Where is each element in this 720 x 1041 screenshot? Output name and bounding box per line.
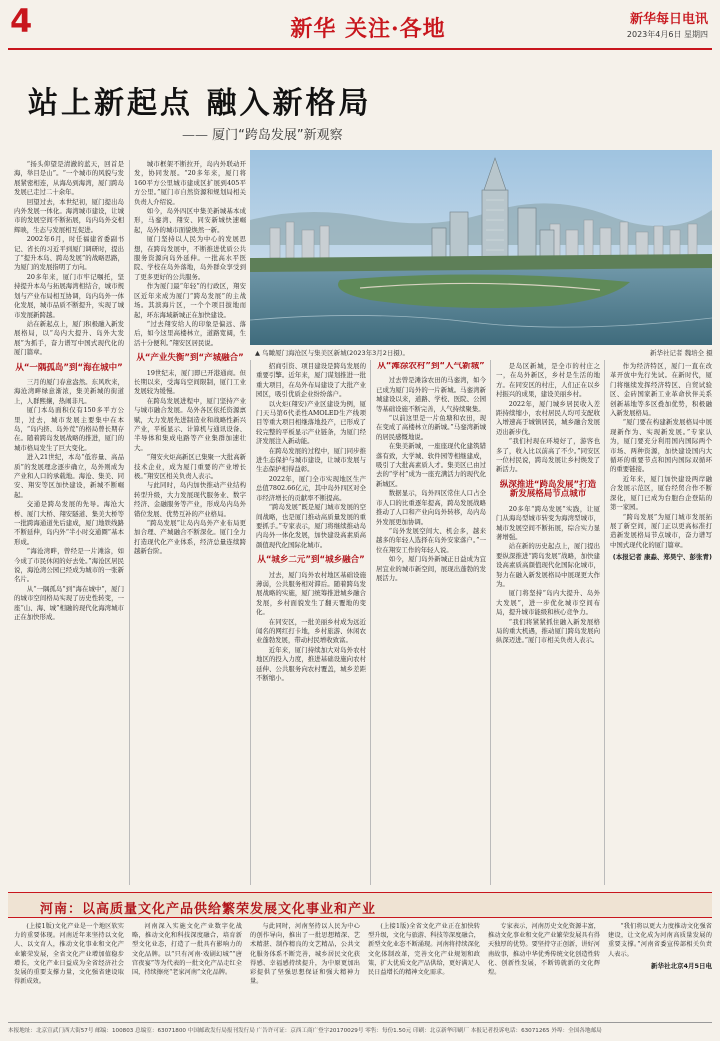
- paragraph: “翔安火炬高新区已集聚一大批高新技术企业，成为厦门重要的产业增长极。”翔安区相关负责人表示。: [134, 453, 246, 480]
- paragraph: 2002年6月，时任福建省委副书记、省长的习近平到厦门调研时，提出了“提升本岛、跨岛发展”的战略思路，为厦门的发展指明了方向。: [14, 235, 124, 272]
- paragraph: 从“一隅孤岛”到“海在城中”，厦门的城市空间格局实现了历史性转变，一座“山、海、城”相融的现代化海湾城市正在加快形成。: [14, 584, 124, 622]
- paragraph: 数据显示，岛外四区常住人口占全市人口的比重逐年提高，跨岛发展战略推动了人口和产业向岛外转移，岛内岛外发展更加协调。: [376, 489, 486, 526]
- subhead-dash: ——: [182, 128, 208, 143]
- paragraph: “岛外发展空间大、机会多，越来越多的年轻人选择在岛外安家落户。”一位在翔安工作的年轻人说。: [376, 526, 486, 554]
- paragraph: “扬头仰望是清澈的蓝天，回首是海，举目是山”。“一个城市的风貌与发展紧密相连，从海岛到海湾，厦门跨岛发展已走过二十余年。: [14, 160, 124, 197]
- paragraph: 站在新起点上，厦门积极融入新发展格局，以“岛内大提升、岛外大发展”为抓手，奋力谱写中国式现代化的厦门篇章。: [14, 319, 124, 357]
- subheadline: [182, 124, 343, 143]
- paragraph: 进入21世纪，本岛“低容量、高品质”的发展理念逐步确立，岛外则成为产业和人口的承载地。海沧、集美、同安、翔安等区加快建设，新城不断崛起。: [14, 453, 124, 499]
- paragraph: 过去，厦门岛外农村地区基础设施薄弱，公共服务相对滞后。随着跨岛发展战略的实施，厦门统筹推进城乡融合发展，乡村面貌发生了翻天覆地的变化。: [256, 570, 366, 617]
- paragraph: 站在新的历史起点上，厦门提出要纵深推进“跨岛发展”战略，加快建设高素质高颜值现代化国际化城市，努力在融入新发展格局中展现更大作为。: [496, 542, 600, 588]
- column-divider: [490, 360, 491, 885]
- paragraph: 厦门坚持以人民为中心的发展思想，在跨岛发展中，不断推进优质公共服务资源向岛外延伸。一批高水平医院、学校在岛外落地，岛外群众享受到了更多更好的公共服务。: [134, 235, 246, 281]
- paragraph: “厦门要在构建新发展格局中展现新作为、实现新发展。”专家认为，厦门要充分利用国内国际两个市场、两种资源，加快建设国内大循环的重要节点和国内国际双循环的重要链接。: [610, 418, 712, 474]
- issue-date: 2023年4月6日 星期四: [626, 30, 708, 39]
- paragraph: “我们将紧紧抓住融入新发展格局的重大机遇，推动厦门跨岛发展向纵深迈进。”厦门市相关负责人表示。: [496, 617, 600, 645]
- page-footer: 本报地址：北京宣武门西大街57号 邮编：100803 总编室：63071800 中国邮政发行局报刊发行局 广告许可证：京西工商广登字20170029号 零售：每份1.50元 印刷：北京新华印刷厂 本报记者投诉电话：63071265 外埠：全国各地邮局: [8, 1022, 712, 1034]
- paragraph: 厦门本岛面积仅有150多平方公里，过去，城市发展主要集中在本岛，“岛内挤、岛外荒”的格局曾长期存在。随着跨岛发展战略的推进，厦门的城市格局发生了巨大变化。: [14, 406, 124, 452]
- bottom-article-title: 河南：以高质量文化产品供给繁荣发展文化事业和产业: [40, 902, 377, 917]
- subhead-text: 厦门“跨岛发展”新观察: [212, 128, 343, 143]
- brand-name: 新华每日电讯: [629, 12, 708, 27]
- paragraph: 河南深入实施文化产业数字化战略，推动文化和科技深度融合，培育新型文化业态，打造了一批具有影响力的文化品牌。以“只有河南·戏剧幻城”“唐宫夜宴”等为代表的一批文化产品走红全国，持续擦亮“老家河南”文化品牌。: [132, 923, 242, 977]
- paragraph: “海沧湾畔，曾经是一片滩涂，如今成了市民休闲的好去处。”海沧区居民说，海沧湾公园已经成为城市的一张新名片。: [14, 547, 124, 584]
- paragraph: 是岛区新城，是全市的村庄之一，在岛外新区，乡村是生活的地方。在同安区的村庄，人们正在以乡村振兴的成果，建设美丽乡村。: [496, 362, 600, 399]
- article-column-1: [14, 160, 124, 885]
- paragraph: 在跨岛发展的过程中，厦门同步推进生态保护与城市建设，让城市发展与生态保护相得益彰。: [256, 446, 366, 474]
- article-byline: (本报记者 康淼、郑昊宁、彭张青): [612, 553, 712, 562]
- column-divider: [129, 160, 130, 885]
- paragraph: “过去翔安给人的印象是偏远、落后，如今这里高楼林立，道路宽阔，生活十分便利。”翔安区居民说。: [134, 319, 246, 347]
- article-column-5: [496, 362, 600, 885]
- paragraph: 如今，岛外四区中集美新城基本成形，马銮湾、翔安、同安新城快速崛起，岛外的城市面貌焕然一新。: [134, 207, 246, 234]
- paragraph: “我们将以更大力度推动文化强省建设，让文化成为河南高质量发展的重要支撑。”河南省委宣传部相关负责人表示。: [608, 923, 712, 958]
- paragraph: 城市框架不断拉开，岛内外联动开发，协同发展。“20多年来，厦门将160平方公里城市建成区扩展到405平方公里。”厦门市自然资源和规划局相关负责人介绍说。: [134, 160, 246, 206]
- paragraph: 与此同时，河南坚持以人民为中心的创作导向，推出了一批思想精深、艺术精湛、制作精良的文艺精品，公共文化服务体系不断完善，城乡居民文化获得感、幸福感持续提升，为中原更加出彩提供了坚强思想保证和强大精神力量。: [250, 923, 360, 986]
- paragraph: 作为经济特区，厦门一直在改革开放中先行先试。在新时代，厦门将继续发挥经济特区、自贸试验区、金砖国家新工业革命伙伴关系创新基地等多区叠加优势，积极融入新发展格局。: [610, 362, 712, 418]
- paragraph: 交通是跨岛发展的先导。海沧大桥、厦门大桥、翔安隧道、集美大桥等一批跨海通道先后建成，厦门地铁线路不断延伸，岛内外“半小时交通圈”基本形成。: [14, 500, 124, 546]
- section-heading: 从“产业失衡”到“产城融合”: [136, 353, 244, 364]
- skyline-photo: [250, 150, 712, 345]
- photo-credit: 新华社记者 魏培全 摄: [650, 349, 713, 357]
- bottom-column-2: [132, 922, 242, 1018]
- paragraph: 三月的厦门春意盎然。东风吹来，海沧湾畔绿意渐浓，集美新城的街道上，人群熙攘，热闹非凡。: [14, 377, 124, 405]
- bottom-column-1: [14, 922, 124, 1018]
- paragraph: 近年来，厦门持续加大对岛外农村地区的投入力度，推进基础设施向农村延伸、公共服务向农村覆盖，城乡差距不断缩小。: [256, 645, 366, 682]
- paragraph: 20多年“跨岛发展”实践，让厦门从海岛型城市转变为海湾型城市，城市发展空间不断拓展，综合实力显著增强。: [496, 504, 600, 541]
- section-heading: 从“城乡二元”到“城乡融合”: [257, 555, 365, 566]
- article-column-4: [376, 362, 486, 885]
- article-column-6: [610, 362, 712, 885]
- section-title: 新华 关注·各地: [290, 16, 446, 42]
- paragraph: 在同安区，一批美丽乡村成为远近闻名的网红打卡地，乡村旅游、休闲农业蓬勃发展，带动村民增收致富。: [256, 617, 366, 645]
- page-header: [0, 0, 720, 52]
- paragraph: 过去曾是滩涂农田的马銮湾，如今已成为厦门岛外的一片新城。马銮湾新城建设以来，道路、学校、医院、公园等基础设施不断完善，人气持续聚集。: [376, 376, 486, 413]
- paragraph: “跨岛发展”让岛内岛外产业布局更加合理、产城融合不断深化。厦门全力打造现代化产业体系，经济总量连续跨越新台阶。: [134, 519, 246, 556]
- photo-caption: ▲ 鸟瞰厦门海沧区与集美区新城(2023年3月2日摄)。: [255, 349, 409, 357]
- paragraph: 在跨岛发展进程中，厦门坚持产业与城市融合发展。岛外各区依托资源禀赋，大力发展先进制造业和战略性新兴产业，平板显示、计算机与通讯设备、半导体和集成电路等产业集群加速壮大。: [134, 396, 246, 452]
- paragraph: 近年来，厦门加快建设两岸融合发展示范区，厦台经贸合作不断深化，厦门已成为台胞台企登陆的第一家园。: [610, 474, 712, 512]
- masthead: [627, 8, 708, 40]
- paragraph: 2022年，厦门城乡居民收入差距持续缩小，农村居民人均可支配收入增速高于城镇居民，城乡融合发展迈出新步伐。: [496, 399, 600, 436]
- paragraph: 20多年来，厦门市牢记嘱托，坚持提升本岛与拓展海湾相结合，城市规划与产业布局相互协调，岛内岛外一体化发展，城市品质不断提升，实现了城市发展新跨越。: [14, 272, 124, 319]
- column-divider: [250, 360, 251, 885]
- paragraph: “我们村现在环境好了，游客也多了，收入比以前高了不少。”同安区一位村民说，跨岛发展让乡村焕发了新活力。: [496, 437, 600, 474]
- section-heading: 从“一隅孤岛”到“海在城中”: [15, 362, 123, 373]
- paragraph: 与此同时，岛内加快推动产业结构转型升级，大力发展现代服务业、数字经济、金融服务等产业，形成岛内岛外错位发展、优势互补的产业格局。: [134, 481, 246, 518]
- bottom-column-6: [608, 922, 712, 1018]
- page-number: 4: [10, 2, 33, 40]
- paragraph: “以前这里是一片鱼塘和农田，现在变成了高楼林立的新城。”马銮湾新城的居民感慨地说。: [376, 414, 486, 441]
- paragraph: 专家表示，河南历史文化资源丰富，推动文化事业和文化产业繁荣发展具有得天独厚的优势。要坚持守正创新，讲好河南故事，推动中华优秀传统文化创造性转化、创新性发展，不断铸就新的文化辉煌。: [488, 923, 600, 977]
- paragraph: 以火炬(翔安)产业区建设为例，厦门天马第6代柔性AMOLED生产线项目等重大项目相继落地投产，已形成了较完整的平板显示产业链条，为厦门经济发展注入新动能。: [256, 399, 366, 446]
- section-heading: 从“滩涂农村”到“人气新城”: [377, 362, 485, 371]
- paragraph: 作为厦门最“年轻”的行政区，翔安区近年来成为厦门“跨岛发展”的主战场。其滨海片区，一个个项目拔地而起，环东海域新城正在加快建设。: [134, 282, 246, 319]
- paragraph: 2022年，厦门全市实现地区生产总值7802.66亿元，其中岛外四区对全市经济增长的贡献率不断提高。: [256, 474, 366, 502]
- paragraph: 厦门将坚持“岛内大提升、岛外大发展”，进一步优化城市空间布局，提升城市能级和核心竞争力。: [496, 589, 600, 617]
- paragraph: 回望过去，本世纪初，厦门提出岛内外发展一体化。海湾城市建设，让城市的发展空间不断拓展，岛内岛外交相辉映，生态与发展相互促进。: [14, 197, 124, 234]
- article-column-2: [134, 160, 246, 885]
- bottom-column-4: [368, 922, 480, 1018]
- bottom-byline: 新华社北京4月5日电: [650, 961, 712, 970]
- article-column-3: [256, 362, 366, 885]
- paragraph: “跨岛发展”既是厦门城市发展的空间战略，也是厦门推动高质量发展的重要抓手。”专家表示，厦门将继续推动岛内岛外一体化发展，加快建设高素质高颜值现代化国际化城市。: [256, 503, 366, 549]
- paragraph: (上接1版)全省文化产业正在加快转型升级，文化与旅游、科技等深度融合，新型文化业态不断涌现。河南将持续深化文化体制改革，完善文化产业规划和政策，扩大优质文化产品供给，更好满足人民日益增长的精神文化需求。: [368, 923, 480, 977]
- main-headline: 站上新起点 融入新格局: [28, 86, 372, 121]
- bottom-column-5: [488, 922, 600, 1018]
- paragraph: (上接1版)文化产业是一个地区软实力的重要体现。河南近年来坚持以文化人、以文育人，推动文化事业和文化产业繁荣发展，全省文化产业增加值稳步增长，文化产业日益成为全省经济社会发展的重要支撑力量，文化强省建设取得新成效。: [14, 923, 124, 986]
- bottom-column-3: [250, 922, 360, 1018]
- paragraph: 在集美新城，一座座现代化建筑错落有致，大学城、软件园等相继建成，吸引了大批高素质人才。集美区已由过去的“学村”成为一座充满活力的现代化新城区。: [376, 442, 486, 488]
- section-heading: 纵深推进“跨岛发展”打造新发展格局节点城市: [499, 479, 597, 500]
- paragraph: 招商引资、项目建设是跨岛发展的重要引擎。近年来，厦门谋划推进一批重大项目，在岛外布局建设了大批产业园区，吸引优质企业纷纷落户。: [256, 362, 366, 399]
- paragraph: 如今，厦门岛外新城正日益成为宜居宜业的城市新空间，展现出蓬勃的发展活力。: [376, 555, 486, 582]
- column-divider: [604, 360, 605, 885]
- header-rule: [8, 48, 712, 50]
- paragraph: 19世纪末，厦门即已开港通商。但长期以来，受海岛空间限制，厦门工业发展较为缓慢。: [134, 368, 246, 396]
- column-divider: [370, 360, 371, 885]
- paragraph: “跨岛发展”为厦门城市发展拓展了新空间，厦门正以更高标准打造新发展格局节点城市，奋力谱写中国式现代化的厦门篇章。: [610, 512, 712, 549]
